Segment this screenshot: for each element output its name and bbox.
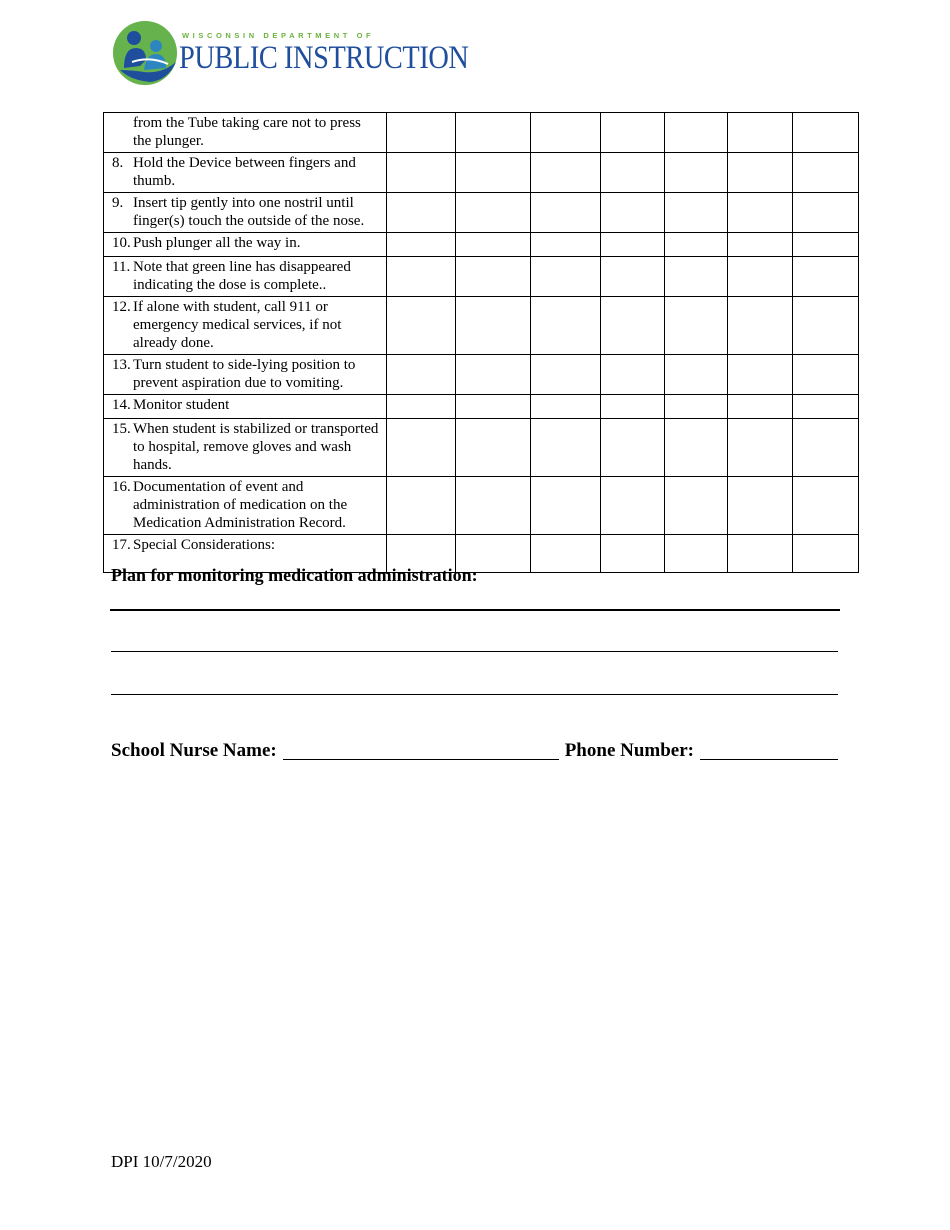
step-cell xyxy=(104,193,387,233)
check-cell[interactable] xyxy=(601,535,665,573)
table-row xyxy=(104,193,859,233)
check-cell[interactable] xyxy=(456,297,531,355)
step-text: Documentation of event and administration of medication on the Medication Administration Record. xyxy=(133,479,348,531)
check-cell[interactable] xyxy=(728,477,793,535)
step-number: 8. xyxy=(112,155,124,171)
check-cell[interactable] xyxy=(456,419,531,477)
step-cell xyxy=(104,355,387,395)
table-row xyxy=(104,113,859,153)
check-cell[interactable] xyxy=(531,233,601,257)
check-cell[interactable] xyxy=(793,257,859,297)
check-cell[interactable] xyxy=(456,257,531,297)
step-text: Insert tip gently into one nostril until finger(s) touch the outside of the nose. xyxy=(133,195,365,229)
check-cell[interactable] xyxy=(601,233,665,257)
step-number: 17. xyxy=(112,537,131,553)
check-cell[interactable] xyxy=(456,193,531,233)
step-number: 12. xyxy=(112,299,131,315)
document-date-footer: DPI 10/7/2020 xyxy=(111,1152,212,1171)
check-cell[interactable] xyxy=(728,113,793,153)
check-cell[interactable] xyxy=(665,257,728,297)
check-cell[interactable] xyxy=(601,477,665,535)
check-cell[interactable] xyxy=(793,419,859,477)
check-cell[interactable] xyxy=(387,233,456,257)
check-cell[interactable] xyxy=(601,297,665,355)
check-cell[interactable] xyxy=(728,395,793,419)
check-cell[interactable] xyxy=(601,193,665,233)
check-cell[interactable] xyxy=(531,193,601,233)
check-cell[interactable] xyxy=(601,257,665,297)
procedure-checklist-table xyxy=(103,112,859,573)
step-number: 16. xyxy=(112,479,131,495)
check-cell[interactable] xyxy=(793,395,859,419)
check-cell[interactable] xyxy=(387,257,456,297)
step-text: Hold the Device between fingers and thumb. xyxy=(133,155,356,189)
signature-row xyxy=(111,740,844,762)
step-number: 15. xyxy=(112,421,131,437)
step-cell xyxy=(104,153,387,193)
logo-department-text: WISCONSIN DEPARTMENT OF xyxy=(182,31,375,40)
check-cell[interactable] xyxy=(728,419,793,477)
check-cell[interactable] xyxy=(665,153,728,193)
step-text: Push plunger all the way in. xyxy=(133,235,301,251)
step-cell xyxy=(104,297,387,355)
plan-heading: Plan for monitoring medication administration: xyxy=(111,565,478,585)
check-cell[interactable] xyxy=(456,233,531,257)
check-cell[interactable] xyxy=(387,153,456,193)
plan-line-3[interactable] xyxy=(111,694,838,695)
check-cell[interactable] xyxy=(728,297,793,355)
check-cell[interactable] xyxy=(387,113,456,153)
step-number: 9. xyxy=(112,195,124,211)
check-cell[interactable] xyxy=(793,477,859,535)
step-cell xyxy=(104,257,387,297)
step-cell xyxy=(104,395,387,419)
check-cell[interactable] xyxy=(601,395,665,419)
step-text: Note that green line has disappeared indicating the dose is complete.. xyxy=(133,259,351,293)
step-text: If alone with student, call 911 or emergency medical services, if not already done. xyxy=(133,299,342,351)
step-cell xyxy=(104,113,387,153)
check-cell[interactable] xyxy=(531,113,601,153)
table-row xyxy=(104,419,859,477)
step-text: Turn student to side-lying position to prevent aspiration due to vomiting. xyxy=(133,357,356,391)
step-continuation-text: from the Tube taking care not to press the plunger. xyxy=(133,115,361,149)
check-cell[interactable] xyxy=(728,193,793,233)
step-number: 14. xyxy=(112,397,131,413)
table-row xyxy=(104,257,859,297)
check-cell[interactable] xyxy=(387,395,456,419)
phone-number-field[interactable] xyxy=(700,741,838,760)
check-cell[interactable] xyxy=(728,153,793,193)
table-row xyxy=(104,233,859,257)
check-cell[interactable] xyxy=(793,113,859,153)
step-text: Special Considerations: xyxy=(133,537,276,553)
table-row xyxy=(104,297,859,355)
check-cell[interactable] xyxy=(793,153,859,193)
check-cell[interactable] xyxy=(531,535,601,573)
check-cell[interactable] xyxy=(793,297,859,355)
check-cell[interactable] xyxy=(531,419,601,477)
check-cell[interactable] xyxy=(456,477,531,535)
plan-line-1[interactable] xyxy=(110,609,840,611)
check-cell[interactable] xyxy=(665,419,728,477)
check-cell[interactable] xyxy=(793,535,859,573)
step-number: 13. xyxy=(112,357,131,373)
check-cell[interactable] xyxy=(531,477,601,535)
check-cell[interactable] xyxy=(793,355,859,395)
check-cell[interactable] xyxy=(531,395,601,419)
check-cell[interactable] xyxy=(387,477,456,535)
step-text: When student is stabilized or transported to hospital, remove gloves and wash hands. xyxy=(133,421,379,473)
step-cell xyxy=(104,233,387,257)
check-cell[interactable] xyxy=(728,257,793,297)
check-cell[interactable] xyxy=(531,297,601,355)
plan-line-2[interactable] xyxy=(111,651,838,652)
check-cell[interactable] xyxy=(531,257,601,297)
dpi-logo xyxy=(110,18,469,88)
check-cell[interactable] xyxy=(601,355,665,395)
check-cell[interactable] xyxy=(728,233,793,257)
check-cell[interactable] xyxy=(601,419,665,477)
nurse-name-label: School Nurse Name: xyxy=(111,740,277,761)
step-cell xyxy=(104,477,387,535)
step-number: 10. xyxy=(112,235,131,251)
check-cell[interactable] xyxy=(665,535,728,573)
check-cell[interactable] xyxy=(387,193,456,233)
step-number: 11. xyxy=(112,259,131,275)
check-cell[interactable] xyxy=(387,419,456,477)
check-cell[interactable] xyxy=(387,297,456,355)
table-row xyxy=(104,477,859,535)
check-cell[interactable] xyxy=(387,355,456,395)
check-cell[interactable] xyxy=(728,355,793,395)
check-cell[interactable] xyxy=(456,153,531,193)
nurse-name-field[interactable] xyxy=(283,741,559,760)
check-cell[interactable] xyxy=(665,233,728,257)
table-row xyxy=(104,395,859,419)
check-cell[interactable] xyxy=(665,193,728,233)
dpi-logo-emblem-icon xyxy=(110,18,180,88)
check-cell[interactable] xyxy=(456,395,531,419)
step-cell xyxy=(104,419,387,477)
logo-title-text: PUBLIC INSTRUCTION xyxy=(179,40,469,76)
check-cell[interactable] xyxy=(531,355,601,395)
check-cell[interactable] xyxy=(601,153,665,193)
phone-number-label: Phone Number: xyxy=(564,740,695,761)
check-cell[interactable] xyxy=(665,477,728,535)
check-cell[interactable] xyxy=(601,113,665,153)
check-cell[interactable] xyxy=(665,395,728,419)
check-cell[interactable] xyxy=(793,233,859,257)
check-cell[interactable] xyxy=(665,355,728,395)
check-cell[interactable] xyxy=(456,113,531,153)
table-row xyxy=(104,355,859,395)
check-cell[interactable] xyxy=(531,153,601,193)
check-cell[interactable] xyxy=(456,355,531,395)
table-row xyxy=(104,153,859,193)
check-cell[interactable] xyxy=(665,297,728,355)
check-cell[interactable] xyxy=(728,535,793,573)
check-cell[interactable] xyxy=(665,113,728,153)
check-cell[interactable] xyxy=(793,193,859,233)
step-text: Monitor student xyxy=(133,397,230,413)
